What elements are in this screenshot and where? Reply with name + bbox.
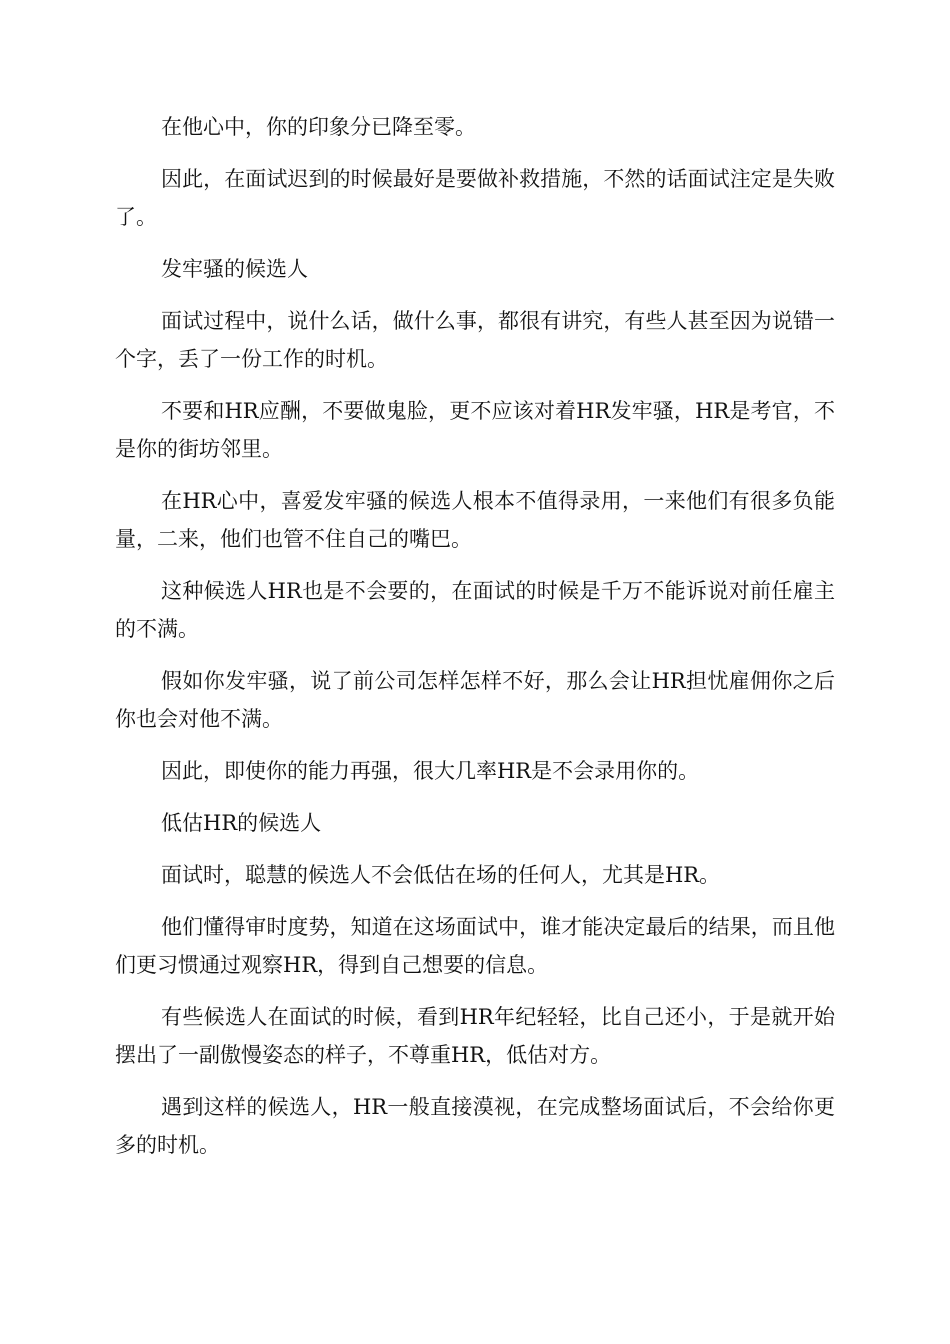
paragraph: 有些候选人在面试的时候，看到HR年纪轻轻，比自己还小，于是就开始摆出了一副傲慢姿态的样子，不尊重HR，低估对方。 [115, 1005, 835, 1067]
paragraph: 面试时，聪慧的候选人不会低估在场的任何人，尤其是HR。 [161, 863, 721, 887]
paragraph: 他们懂得审时度势，知道在这场面试中，谁才能决定最后的结果，而且他们更习惯通过观察HR，得到自己想要的信息。 [115, 915, 835, 977]
paragraph: 因此，在面试迟到的时候最好是要做补救措施，不然的话面试注定是失败了。 [115, 167, 835, 229]
paragraph: 面试过程中，说什么话，做什么事，都很有讲究，有些人甚至因为说错一个字，丢了一份工作的时机。 [115, 309, 835, 371]
paragraph: 在他心中，你的印象分已降至零。 [161, 115, 476, 139]
paragraph: 在HR心中，喜爱发牢骚的候选人根本不值得录用，一来他们有很多负能量，二来，他们也管不住自己的嘴巴。 [115, 489, 835, 551]
paragraph: 遇到这样的候选人，HR一般直接漠视，在完成整场面试后，不会给你更多的时机。 [115, 1095, 835, 1157]
section-heading: 低估HR的候选人 [161, 811, 322, 835]
paragraph: 这种候选人HR也是不会要的，在面试的时候是千万不能诉说对前任雇主的不满。 [115, 579, 835, 641]
section-heading: 发牢骚的候选人 [161, 257, 308, 281]
paragraph: 因此，即使你的能力再强，很大几率HR是不会录用你的。 [161, 759, 700, 783]
document-body [115, 108, 835, 1178]
paragraph: 不要和HR应酬，不要做鬼脸，更不应该对着HR发牢骚，HR是考官，不是你的街坊邻里。 [115, 399, 835, 461]
paragraph: 假如你发牢骚，说了前公司怎样怎样不好，那么会让HR担忧雇佣你之后你也会对他不满。 [115, 669, 835, 731]
